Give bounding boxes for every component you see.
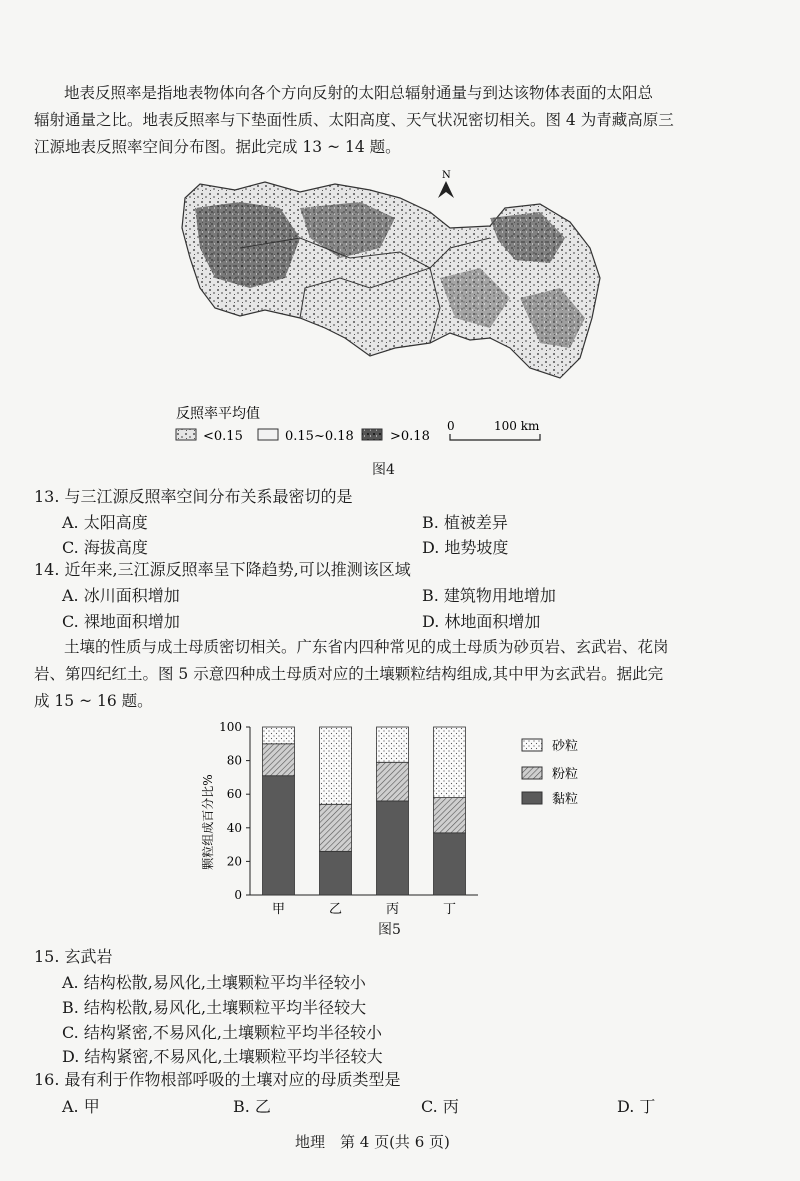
soil-composition-chart — [0, 712, 800, 942]
bar-segment-silt — [263, 744, 295, 776]
q13-option-a[interactable]: A. 太阳高度 — [62, 513, 148, 532]
svg-text:100 km: 100 km — [494, 419, 540, 433]
x-tick-label: 丁 — [442, 902, 457, 917]
intro1-line1: 地表反照率是指地表物体向各个方向反射的太阳总辐射通量与到达该物体表面的太阳总 — [64, 84, 654, 102]
y-tick-label: 80 — [226, 753, 242, 768]
intro2-line3: 成 15 ~ 16 题。 — [34, 692, 153, 710]
figure5-caption: 图5 — [378, 922, 401, 938]
legend-swatch-high — [362, 429, 382, 440]
legend-swatch-mid — [258, 429, 278, 440]
scale-bar — [447, 419, 540, 440]
q16-stem: 16. 最有利于作物根部呼吸的土壤对应的母质类型是 — [34, 1070, 401, 1089]
q15-option-c[interactable]: C. 结构紧密,不易风化,土壤颗粒平均半径较小 — [62, 1023, 383, 1042]
map-legend — [176, 429, 430, 444]
legend-label-mid: 0.15~0.18 — [285, 429, 354, 444]
y-tick-label: 60 — [226, 787, 242, 802]
intro2-line2: 岩、第四纪红土。图 5 示意四种成土母质对应的土壤颗粒结构组成,其中甲为玄武岩。据此完 — [34, 665, 664, 683]
intro2-line1: 土壤的性质与成土母质密切相关。广东省内四种常见的成土母质为砂页岩、玄武岩、花岗 — [64, 638, 669, 656]
q15-option-d[interactable]: D. 结构紧密,不易风化,土壤颗粒平均半径较大 — [62, 1047, 383, 1066]
q14-option-d[interactable]: D. 林地面积增加 — [422, 612, 541, 631]
y-tick-label: 20 — [226, 854, 242, 869]
q16-option-b[interactable]: B. 乙 — [233, 1097, 271, 1116]
bar-segment-sand — [377, 727, 409, 762]
bar-segment-clay — [320, 851, 352, 895]
legend-swatch-silt — [522, 767, 542, 779]
bar-segment-clay — [377, 801, 409, 895]
legend-label-high: >0.18 — [390, 429, 430, 444]
q16-option-d[interactable]: D. 丁 — [617, 1097, 656, 1116]
legend-swatch-clay — [522, 792, 542, 804]
q15-stem: 15. 玄武岩 — [34, 947, 113, 966]
bar-segment-silt — [434, 798, 466, 833]
bar-segment-clay — [434, 833, 466, 895]
bar-segment-sand — [263, 727, 295, 744]
q13-stem: 13. 与三江源反照率空间分布关系最密切的是 — [34, 487, 353, 506]
q13-option-b[interactable]: B. 植被差异 — [422, 513, 508, 532]
bar-segment-silt — [377, 762, 409, 801]
q14-option-a[interactable]: A. 冰川面积增加 — [62, 586, 180, 605]
page-footer: 地理 第 4 页(共 6 页) — [295, 1133, 450, 1151]
legend-label-silt: 粉粒 — [552, 767, 579, 782]
legend-label-low: <0.15 — [203, 429, 243, 444]
y-tick-label: 40 — [226, 820, 242, 835]
map-region — [182, 182, 600, 378]
q15-option-b[interactable]: B. 结构松散,易风化,土壤颗粒平均半径较大 — [62, 998, 367, 1017]
q14-option-b[interactable]: B. 建筑物用地增加 — [422, 586, 556, 605]
q14-option-c[interactable]: C. 裸地面积增加 — [62, 612, 180, 631]
intro1-line2: 辐射通量之比。地表反照率与下垫面性质、太阳高度、天气状况密切相关。图 4 为青藏高原三 — [34, 111, 674, 129]
y-tick-label: 100 — [219, 720, 242, 734]
q13-option-d[interactable]: D. 地势坡度 — [422, 538, 509, 557]
albedo-map — [0, 168, 800, 468]
x-tick-label: 甲 — [271, 902, 286, 917]
bar-segment-silt — [320, 804, 352, 851]
bar-segment-sand — [320, 727, 352, 804]
svg-text:0: 0 — [447, 419, 455, 433]
q14-stem: 14. 近年来,三江源反照率呈下降趋势,可以推测该区域 — [34, 560, 411, 579]
q16-option-c[interactable]: C. 丙 — [421, 1097, 459, 1116]
chart-ylabel: 颗粒组成百分比% — [201, 774, 215, 870]
svg-text:N: N — [442, 170, 451, 181]
x-tick-label: 丙 — [385, 902, 400, 917]
q13-option-c[interactable]: C. 海拔高度 — [62, 538, 148, 557]
north-arrow — [438, 170, 454, 198]
x-tick-label: 乙 — [328, 902, 343, 917]
q15-option-a[interactable]: A. 结构松散,易风化,土壤颗粒平均半径较小 — [62, 973, 366, 992]
legend-swatch-low — [176, 429, 196, 440]
legend-label-sand: 砂粒 — [552, 739, 579, 754]
chart-legend — [522, 738, 578, 807]
q16-option-a[interactable]: A. 甲 — [62, 1097, 100, 1116]
legend-label-clay: 黏粒 — [552, 792, 579, 807]
map-legend-title: 反照率平均值 — [176, 406, 260, 422]
bar-segment-clay — [263, 776, 295, 895]
intro1-line3: 江源地表反照率空间分布图。据此完成 13 ~ 14 题。 — [34, 138, 401, 156]
x-axis-labels — [272, 902, 456, 917]
legend-swatch-sand — [522, 739, 542, 751]
bars — [263, 727, 466, 895]
y-tick-label: 0 — [234, 888, 242, 902]
bar-segment-sand — [434, 727, 466, 798]
figure4-caption: 图4 — [372, 462, 395, 478]
